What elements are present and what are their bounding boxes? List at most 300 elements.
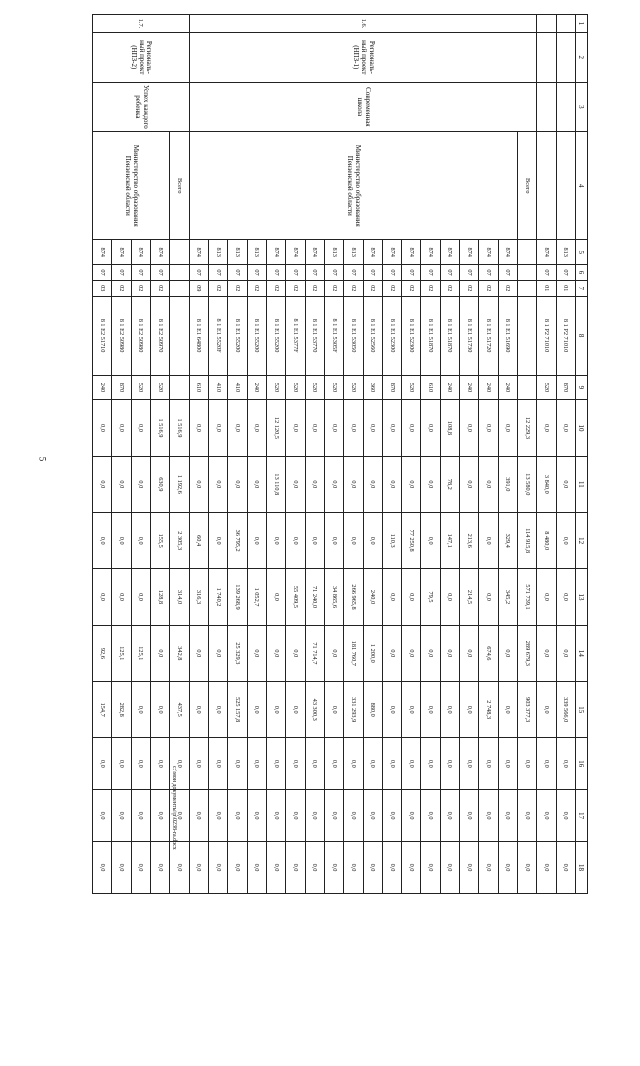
value-cell: 0,0 [131,513,150,569]
value-cell: 07 [556,265,575,281]
value-cell: 874 [440,240,459,265]
total-row [518,15,537,894]
value-cell: 874 [479,240,498,265]
value-cell: 0,0 [537,790,556,842]
value-cell: 71 240,0 [305,569,324,625]
value-cell: 874 [305,240,324,265]
value-cell: 0,0 [537,682,556,738]
empty-cell [170,265,189,281]
header-cell: 14 [576,625,588,681]
value-cell: 1 200,0 [363,625,382,681]
value-cell: 0,0 [363,790,382,842]
value-cell: 0,0 [498,400,517,456]
header-row [576,15,588,894]
header-cell: 10 [576,400,588,456]
value-cell: 0,0 [305,738,324,790]
value-cell: 02 [498,280,517,296]
value-cell: 0,0 [131,682,150,738]
value-cell: 0,0 [286,625,305,681]
empty-cell [518,240,537,265]
value-cell: 0,0 [112,738,131,790]
value-cell: 520 [267,375,286,400]
value-cell: 240 [440,375,459,400]
value-cell: 0,0 [247,400,266,456]
value-cell: 0,0 [112,569,131,625]
value-cell: 0,0 [286,400,305,456]
total-value-cell: 0,0 [518,790,537,842]
value-cell: 0,0 [324,456,343,512]
value-cell: 0,0 [93,513,113,569]
value-cell: 0,0 [324,738,343,790]
value-cell: 0,0 [556,625,575,681]
value-cell: 0,0 [440,842,459,894]
total-value-cell: 437,5 [170,682,189,738]
value-cell: 520 [344,375,363,400]
value-cell: 339 566,0 [556,682,575,738]
value-cell: 07 [305,265,324,281]
section-number: 1.7. [93,15,190,33]
value-cell: 07 [460,265,479,281]
value-cell: 0,0 [324,682,343,738]
empty-cell [556,82,575,132]
header-cell: 18 [576,842,588,894]
footer-path: c:\мои документы\p\0238-ra.docx [171,766,177,850]
value-cell: 0,0 [247,456,266,512]
value-cell: 02 [151,280,170,296]
value-cell: 0,0 [189,738,208,790]
value-cell: 214,5 [460,569,479,625]
budget-table-rotated [92,14,588,894]
value-cell: 0,0 [479,456,498,512]
value-cell: 07 [363,265,382,281]
value-cell: 02 [479,280,498,296]
value-cell: 0,0 [479,738,498,790]
value-cell: 02 [286,280,305,296]
value-cell: 0,0 [209,513,228,569]
value-cell: 0,0 [228,842,247,894]
value-cell: 0,0 [460,456,479,512]
value-cell: 0,0 [382,456,401,512]
value-cell: 0,0 [151,790,170,842]
value-cell: 8 1 Е1 51870 [421,296,440,375]
value-cell: 0,0 [267,569,286,625]
value-cell: 108,8 [440,400,459,456]
value-cell: 0,0 [363,842,382,894]
value-cell: 07 [382,265,401,281]
ministry-label: Министерство образования Пензенской области [189,132,517,240]
value-cell: 0,0 [112,513,131,569]
value-cell: 02 [382,280,401,296]
value-cell: 0,0 [402,569,421,625]
value-cell: 0,0 [382,842,401,894]
total-value-cell: 289 679,3 [518,625,537,681]
value-cell: 0,0 [286,513,305,569]
value-cell: 8 1 Е1 53050 [344,296,363,375]
project-line: (НПЗ-1) [352,45,361,70]
value-cell: 525 157,8 [228,682,247,738]
value-cell: 07 [537,265,556,281]
value-cell: 813 [344,240,363,265]
empty-cell [537,82,556,132]
value-cell: 0,0 [247,790,266,842]
header-cell: 6 [576,265,588,281]
total-value-cell: 0,0 [518,738,537,790]
empty-cell [556,15,575,33]
value-cell: 0,0 [402,625,421,681]
value-cell: 0,0 [421,513,440,569]
value-cell: 02 [344,280,363,296]
value-cell: 0,0 [286,456,305,512]
empty-cell [537,15,556,33]
value-cell: 125,1 [131,625,150,681]
value-cell: 07 [151,265,170,281]
value-cell: 1 740,2 [209,569,228,625]
value-cell: 520 [131,375,150,400]
value-cell: 0,0 [440,569,459,625]
value-cell: 0,0 [363,400,382,456]
value-cell: 8 1 Е2 51710 [93,296,113,375]
ministry-label: Министерство образования Пензенской области [93,132,170,240]
value-cell: 874 [93,240,113,265]
value-cell: 0,0 [402,790,421,842]
value-cell: 0,0 [344,738,363,790]
value-cell: 0,0 [460,738,479,790]
value-cell: 0,0 [460,790,479,842]
value-cell: 2 748,3 [479,682,498,738]
value-cell: 1 052,7 [247,569,266,625]
value-cell: 0,0 [421,738,440,790]
table-row [556,15,575,894]
empty-cell [170,240,189,265]
value-cell: 07 [189,265,208,281]
value-cell: 07 [209,265,228,281]
total-label: Всего [170,132,189,240]
value-cell: 520 [305,375,324,400]
total-value-cell: 0,0 [518,842,537,894]
value-cell: 0,0 [247,842,266,894]
section-name: Успех каждого ребенка [93,82,190,132]
value-cell: 0,0 [537,625,556,681]
value-cell: 155,5 [151,513,170,569]
value-cell: 0,0 [189,842,208,894]
value-cell: 0,0 [209,790,228,842]
value-cell: 0,0 [93,790,113,842]
value-cell: 8 480,0 [537,513,556,569]
value-cell: 0,0 [382,625,401,681]
value-cell: 0,0 [479,790,498,842]
value-cell: 0,0 [556,738,575,790]
value-cell: 0,0 [382,790,401,842]
value-cell: 240 [479,375,498,400]
total-row [170,15,189,894]
value-cell: 36 795,2 [228,513,247,569]
total-value-cell: 2 305,3 [170,513,189,569]
value-cell: 55 409,5 [286,569,305,625]
value-cell: 02 [247,280,266,296]
total-value-cell: 342,8 [170,625,189,681]
value-cell: 8 1 Е1 51690 [498,296,517,375]
header-cell: 8 [576,296,588,375]
value-cell: 266 965,8 [344,569,363,625]
value-cell: 316,3 [189,569,208,625]
value-cell: 0,0 [93,456,113,512]
value-cell: 07 [267,265,286,281]
value-cell: 213,6 [460,513,479,569]
value-cell: 8 1 Е1 53770 [305,296,324,375]
table-row [151,15,170,894]
value-cell: 610 [421,375,440,400]
header-cell: 17 [576,790,588,842]
value-cell: 874 [131,240,150,265]
value-cell: 77 250,8 [402,513,421,569]
value-cell: 0,0 [324,400,343,456]
value-cell: 0,0 [537,569,556,625]
value-cell: 520 [537,375,556,400]
value-cell: 0,0 [440,682,459,738]
value-cell: 410 [228,375,247,400]
value-cell: 0,0 [209,842,228,894]
value-cell: 0,0 [267,790,286,842]
value-cell: 02 [131,280,150,296]
value-cell: 874 [382,240,401,265]
value-cell: 0,0 [305,842,324,894]
value-cell: 0,0 [189,400,208,456]
value-cell: 8 1 Е1 51870 [440,296,459,375]
value-cell: 0,0 [363,513,382,569]
table-body [93,15,588,894]
empty-cell [537,132,556,240]
value-cell: 07 [324,265,343,281]
value-cell: 0,0 [363,738,382,790]
value-cell: 0,0 [93,842,113,894]
value-cell: 8 1 Е1 51730 [460,296,479,375]
value-cell: 0,0 [344,842,363,894]
value-cell: 79,5 [421,569,440,625]
value-cell: 391,0 [498,456,517,512]
value-cell: 0,0 [344,456,363,512]
value-cell: 813 [228,240,247,265]
value-cell: 8 1 Е1 55200 [267,296,286,375]
header-cell: 15 [576,682,588,738]
value-cell: 0,0 [267,738,286,790]
value-cell: 8 1 Е2 50980 [112,296,131,375]
value-cell: 0,0 [228,456,247,512]
section-name: Современная школа [189,82,537,132]
value-cell: 03 [93,280,113,296]
value-cell: 8 1 Е1 5377F [286,296,305,375]
value-cell: 92,6 [93,625,113,681]
value-cell: 0,0 [498,790,517,842]
value-cell: 02 [324,280,343,296]
value-cell: 0,0 [460,682,479,738]
value-cell: 0,0 [440,625,459,681]
value-cell: 0,0 [247,513,266,569]
value-cell: 0,0 [151,738,170,790]
value-cell: 0,0 [247,625,266,681]
value-cell: 0,0 [421,842,440,894]
value-cell: 8 1 Е1 52300 [382,296,401,375]
value-cell: 0,0 [402,456,421,512]
value-cell: 125,1 [112,625,131,681]
empty-cell [518,375,537,400]
value-cell: 8 1 Е2 50970 [151,296,170,375]
value-cell: 870 [556,375,575,400]
empty-cell [537,33,556,83]
value-cell: 360 [363,375,382,400]
header-cell: 13 [576,569,588,625]
value-cell: 07 [93,265,113,281]
value-cell: 8 1 Е1 55200 [247,296,266,375]
section-project [93,33,190,83]
empty-cell [556,33,575,83]
value-cell: 8 1 Е1 55200 [228,296,247,375]
project-line: (НПЗ-2) [130,45,139,70]
header-cell: 7 [576,280,588,296]
value-cell: 0,0 [267,842,286,894]
value-cell: 0,0 [460,400,479,456]
value-cell: 0,0 [286,682,305,738]
value-cell: 09 [189,280,208,296]
value-cell: 02 [228,280,247,296]
table-row [537,15,556,894]
budget-table [92,14,588,894]
table-row [498,15,517,894]
value-cell: 60,4 [189,513,208,569]
value-cell: 0,0 [344,400,363,456]
value-cell: 0,0 [286,738,305,790]
value-cell: 0,0 [344,790,363,842]
value-cell: 240,0 [363,569,382,625]
value-cell: 610 [189,375,208,400]
value-cell: 0,0 [440,738,459,790]
total-value-cell: 0,0 [170,738,189,790]
value-cell: 0,0 [305,456,324,512]
value-cell: 0,0 [498,738,517,790]
value-cell: 0,0 [209,625,228,681]
total-value-cell: 12 229,3 [518,400,537,456]
value-cell: 0,0 [305,790,324,842]
value-cell: 874 [112,240,131,265]
total-value-cell: 314,0 [170,569,189,625]
value-cell: 0,0 [382,682,401,738]
value-cell: 71 714,7 [305,625,324,681]
value-cell: 0,0 [421,790,440,842]
value-cell: 8 1 Р2 71010 [556,296,575,375]
total-label: Всего [518,132,537,240]
value-cell: 0,0 [421,625,440,681]
value-cell: 07 [131,265,150,281]
value-cell: 0,0 [247,738,266,790]
value-cell: 0,0 [324,790,343,842]
value-cell: 0,0 [344,513,363,569]
value-cell: 0,0 [93,569,113,625]
value-cell: 874 [460,240,479,265]
total-value-cell: 571 739,1 [518,569,537,625]
value-cell: 0,0 [421,682,440,738]
value-cell: 02 [209,280,228,296]
value-cell: 02 [112,280,131,296]
value-cell: 0,0 [131,738,150,790]
value-cell: 0,0 [498,842,517,894]
value-cell: 0,0 [460,842,479,894]
value-cell: 874 [151,240,170,265]
total-value-cell: 903 377,3 [518,682,537,738]
value-cell: 1 516,9 [151,400,170,456]
empty-cell [556,132,575,240]
value-cell: 0,0 [537,400,556,456]
value-cell: 0,0 [382,569,401,625]
header-cell: 12 [576,513,588,569]
header-cell: 9 [576,375,588,400]
value-cell: 0,0 [305,513,324,569]
value-cell: 874 [267,240,286,265]
value-cell: 0,0 [556,842,575,894]
value-cell: 0,0 [556,513,575,569]
header-cell: 16 [576,738,588,790]
value-cell: 0,0 [189,625,208,681]
value-cell: 12 120,5 [267,400,286,456]
value-cell: 331 293,9 [344,682,363,738]
value-cell: 78,2 [440,456,459,512]
value-cell: 128,8 [151,569,170,625]
value-cell: 8 1 Е1 5305F [324,296,343,375]
value-cell: 8 1 Е1 51720 [479,296,498,375]
value-cell: 0,0 [479,513,498,569]
value-cell: 01 [537,280,556,296]
value-cell: 0,0 [151,625,170,681]
value-cell: 0,0 [209,400,228,456]
value-cell: 0,0 [131,842,150,894]
value-cell: 07 [421,265,440,281]
value-cell: 0,0 [267,513,286,569]
value-cell: 0,0 [324,842,343,894]
value-cell: 874 [363,240,382,265]
empty-cell [170,280,189,296]
value-cell: 813 [247,240,266,265]
empty-cell [518,296,537,375]
value-cell: 8 1 Р2 71010 [537,296,556,375]
header-cell: 5 [576,240,588,265]
value-cell: 0,0 [498,625,517,681]
value-cell: 282,8 [112,682,131,738]
header-cell: 3 [576,82,588,132]
value-cell: 0,0 [537,842,556,894]
value-cell: 0,0 [189,456,208,512]
value-cell: 0,0 [556,456,575,512]
value-cell: 240 [247,375,266,400]
empty-cell [170,375,189,400]
value-cell: 07 [402,265,421,281]
value-cell: 07 [247,265,266,281]
value-cell: 0,0 [421,400,440,456]
value-cell: 43 300,3 [305,682,324,738]
value-cell: 329,4 [498,513,517,569]
project-line: Региональ- [367,40,376,74]
section-project [189,33,537,83]
value-cell: 0,0 [402,400,421,456]
value-cell: 02 [460,280,479,296]
value-cell: 520 [402,375,421,400]
value-cell: 02 [305,280,324,296]
value-cell: 0,0 [228,400,247,456]
value-cell: 880,0 [363,682,382,738]
value-cell: 0,0 [324,513,343,569]
value-cell: 154,7 [93,682,113,738]
value-cell: 0,0 [131,400,150,456]
value-cell: 874 [421,240,440,265]
total-value-cell: 1 516,9 [170,400,189,456]
value-cell: 07 [112,265,131,281]
